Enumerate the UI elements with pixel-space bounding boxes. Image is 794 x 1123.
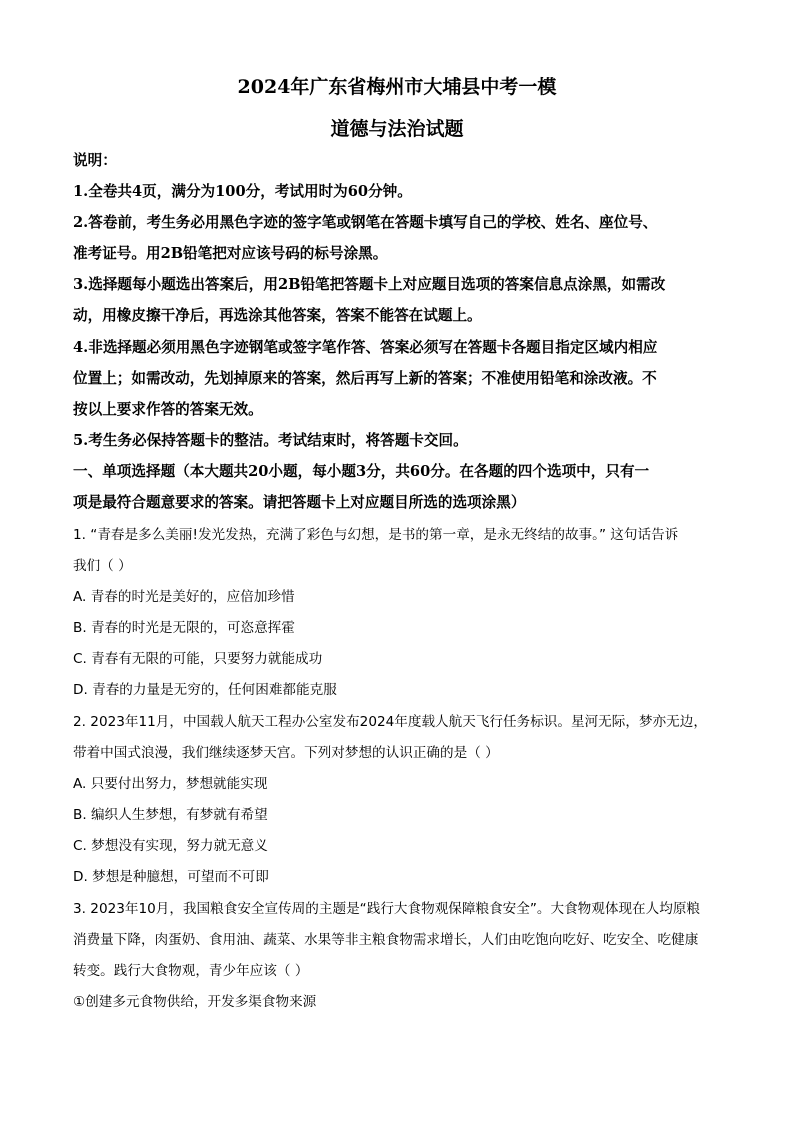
exam-title: 2024年广东省梅州市大埔县中考一模	[237, 76, 557, 98]
instruction-line: 2.答卷前，考生务必用黑色字迹的签字笔或钢笔在答题卡填写自己的学校、姓名、座位号、	[73, 214, 658, 231]
question-stem: 带着中国式浪漫，我们继续逐梦天宫。下列对梦想的认识正确的是（ ）	[73, 745, 499, 761]
question-option: A. 青春的时光是美好的，应倍加珍惜	[73, 589, 295, 605]
section-heading: 项是最符合题意要求的答案。请把答题卡上对应题目所选的选项涂黑）	[73, 494, 526, 511]
question-option: B. 青春的时光是无限的，可恣意挥霍	[73, 620, 295, 636]
question-option: D. 青春的力量是无穷的，任何困难都能克服	[73, 682, 337, 698]
question-stem: 我们（ ）	[73, 558, 132, 574]
instruction-line: 准考证号。用2B铅笔把对应该号码的标号涂黑。	[73, 245, 388, 262]
question-stem: 2. 2023年11月，中国载人航天工程办公室发布2024年度载人航天飞行任务标识。星河无际，梦亦无边，	[73, 714, 707, 730]
instruction-line: 按以上要求作答的答案无效。	[73, 401, 263, 418]
question-option: C. 青春有无限的可能，只要努力就能成功	[73, 651, 323, 667]
question-option: ①创建多元食物供给，开发多渠食物来源	[73, 994, 317, 1010]
question-stem: 1. “青春是多么美丽!发光发热，充满了彩色与幻想，是书的第一章，是永无终结的故事。” 这句话告诉	[73, 527, 679, 543]
instructions-label: 说明：	[73, 152, 117, 169]
section-heading: 一、单项选择题（本大题共20小题，每小题3分，共60分。在各题的四个选项中，只有一	[73, 463, 650, 480]
instruction-line: 4.非选择题必须用黑色字迹钢笔或签字笔作答、答案必须写在答题卡各题目指定区域内相应	[73, 339, 658, 356]
question-stem: 消费量下降，肉蛋奶、食用油、蔬菜、水果等非主粮食物需求增长，人们由吃饱向吃好、吃安全、吃健康	[73, 932, 699, 948]
question-option: B. 编织人生梦想，有梦就有希望	[73, 807, 268, 823]
instruction-line: 3.选择题每小题选出答案后，用2B铅笔把答题卡上对应题目选项的答案信息点涂黑，如需改	[73, 276, 666, 293]
instruction-line: 动，用橡皮擦干净后，再选涂其他答案，答案不能答在试题上。	[73, 307, 482, 324]
question-stem: 转变。践行大食物观，青少年应该（ ）	[73, 963, 309, 979]
question-option: C. 梦想没有实现，努力就无意义	[73, 838, 268, 854]
exam-subject-title: 道德与法治试题	[330, 118, 464, 140]
instruction-line: 1.全卷共4页，满分为100分，考试用时为60分钟。	[73, 183, 412, 200]
instruction-line: 5.考生务必保持答题卡的整洁。考试结束时，将答题卡交回。	[73, 432, 468, 449]
instruction-line: 位置上；如需改动，先划掉原来的答案，然后再写上新的答案；不准使用铅笔和涂改液。不	[73, 370, 657, 387]
question-option: A. 只要付出努力，梦想就能实现	[73, 776, 268, 792]
question-option: D. 梦想是种臆想，可望而不可即	[73, 869, 269, 885]
question-stem: 3. 2023年10月，我国粮食安全宣传周的主题是“践行大食物观保障粮食安全”。大食物观体现在人均原粮	[73, 901, 701, 917]
